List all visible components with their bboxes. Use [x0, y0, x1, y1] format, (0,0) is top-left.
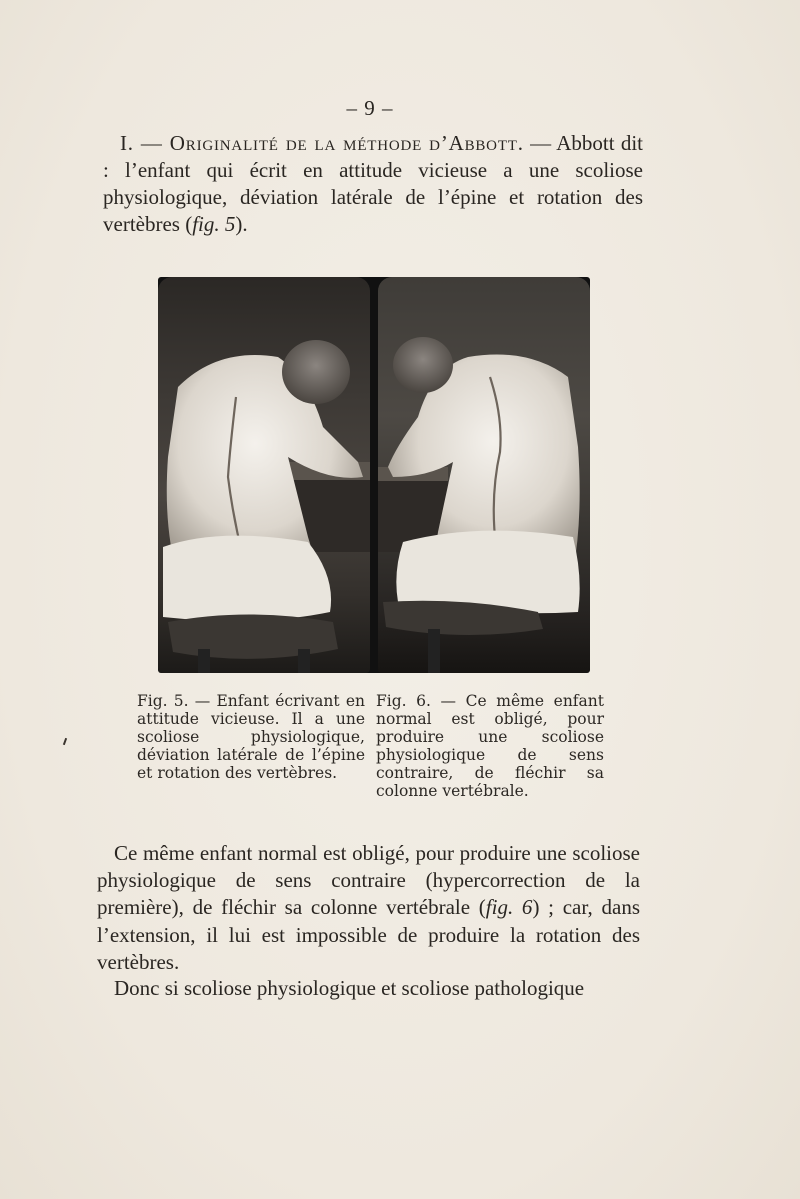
paragraph-same-child	[97, 840, 640, 976]
paragraph-therefore: Donc si scoliose physiologique et scoliose pathologique	[114, 976, 585, 1000]
paragraph-2-tail: ) ; car, dans l’extension, il lui est impossible de produire la rotation des vertèbres.	[97, 895, 640, 974]
figure-photographs	[158, 277, 590, 673]
section-heading: I. — Originalité de la méthode d’Abbott.	[120, 131, 524, 155]
figure-reference-5: fig. 5	[192, 212, 236, 236]
paragraph-abbott-method	[103, 130, 643, 238]
photo-figure-5-child-writing	[158, 277, 370, 673]
paragraph-2-text: Ce même enfant normal est obligé, pour produire une scoliose physiologique de sens contraire (hypercorrection de la première), de fléchir sa colonne vertébrale (	[97, 841, 640, 920]
paragraph-1-text: — Abbott dit : l’enfant qui écrit en attitude vicieuse a une scoliose physiologique, déviation latérale de l’épine et rotation des vertèbres (	[103, 131, 643, 236]
child-back-illustration-right	[378, 277, 590, 673]
photo-figure-6-child-flexing	[378, 277, 590, 673]
child-back-illustration-left	[158, 277, 370, 673]
caption-figure-5: Fig. 5. — Enfant écrivant en attitude vicieuse. Il a une scoliose physiologique, déviation latérale de l’épine et rotation des vertèbres.	[137, 692, 365, 782]
caption-figure-6: Fig. 6. — Ce même enfant normal est obligé, pour produire une scoliose physiologique de sens contraire, de fléchir sa colonne vertébrale.	[376, 692, 604, 800]
figure-reference-6: fig. 6	[485, 895, 533, 920]
paper-speck	[63, 738, 67, 745]
page-number: – 9 –	[346, 96, 394, 120]
paragraph-1-tail: ).	[235, 212, 248, 236]
